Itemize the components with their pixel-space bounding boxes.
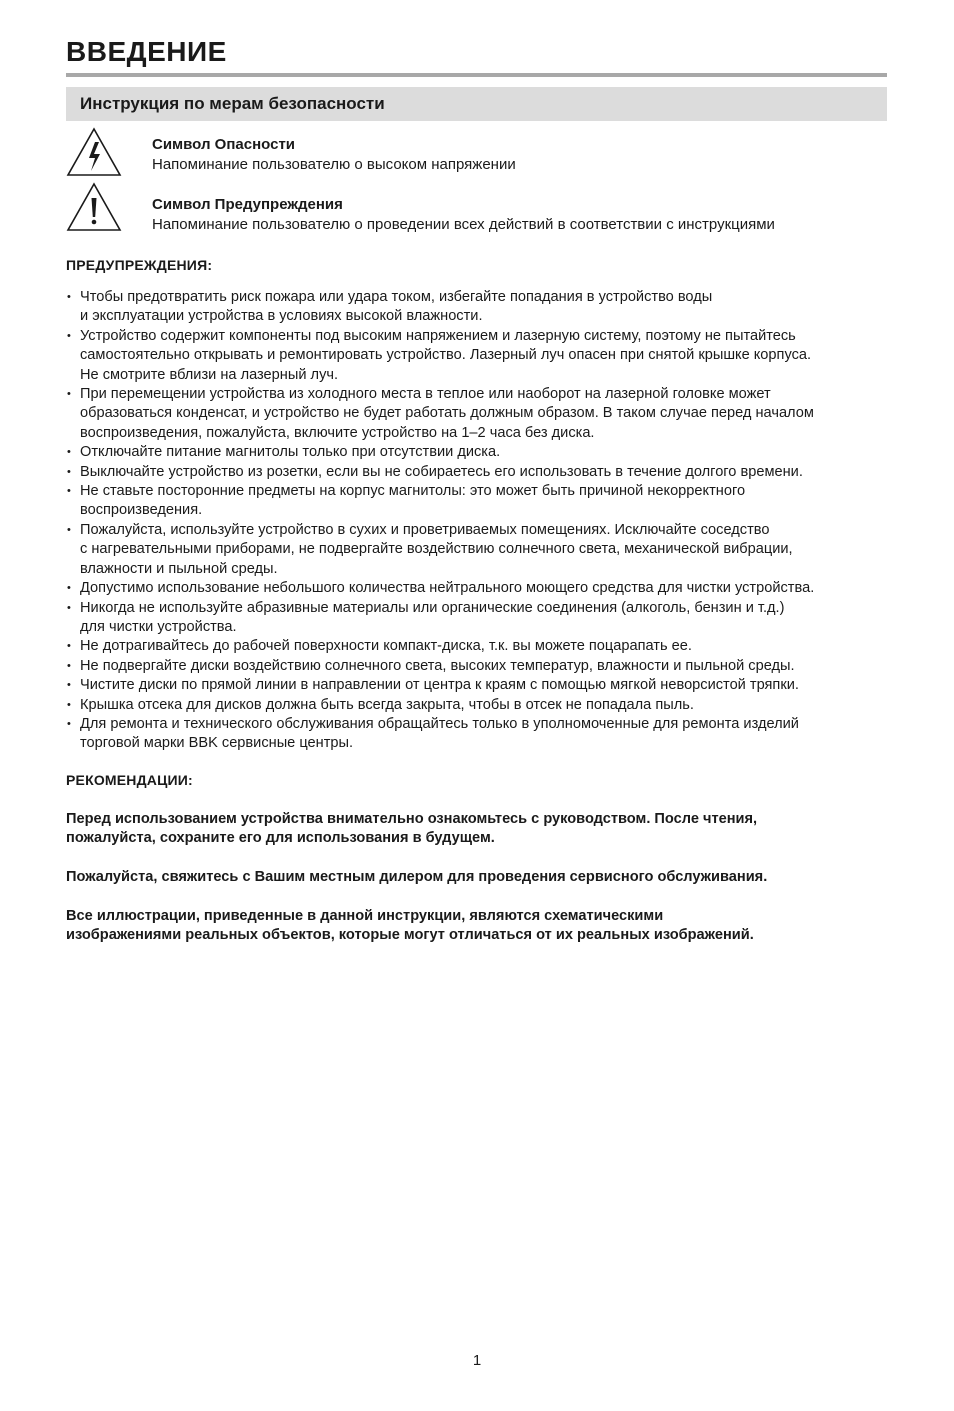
list-item: • Не подвергайте диски воздействию солнечного света, высоких температур, влажности и пыльной среды. <box>66 657 896 676</box>
list-item: • Устройство содержит компоненты под высоким напряжением и лазерную систему, поэтому не пытайтесь самостоятельно открывать и ремонтировать устройство. Лазерный луч опасен при снятой крышке корпуса. Не смотрите вблизи на лазерный луч. <box>66 327 896 385</box>
list-item: • Выключайте устройство из розетки, если вы не собираетесь его использовать в течение долгого времени. <box>66 463 896 482</box>
warning-symbol-title: Символ Предупреждения <box>152 196 343 213</box>
page-number: 1 <box>472 1352 482 1369</box>
title-divider <box>66 73 887 77</box>
recommendation-paragraph: Перед использованием устройства внимательно ознакомьтесь с руководством. После чтения, пожалуйста, сохраните его для использования в будущем. <box>66 811 758 847</box>
danger-symbol-title: Символ Опасности <box>152 136 296 153</box>
lightning-triangle-icon <box>66 127 122 177</box>
section-header: Инструкция по мерам безопасности <box>66 87 887 121</box>
list-item: • Отключайте питание магнитолы только при отсутствии диска. <box>66 443 896 462</box>
warnings-list <box>66 288 896 754</box>
page-title: ВВЕДЕНИЕ <box>66 36 227 67</box>
list-item: • Чтобы предотвратить риск пожара или удара током, избегайте попадания в устройство воды и эксплуатации устройства в условиях высокой влажности. <box>66 288 896 327</box>
list-item: • Не ставьте посторонние предметы на корпус магнитолы: это может быть причиной некорректного воспроизведения. <box>66 482 896 521</box>
warning-symbol-description: Напоминание пользователю о проведении всех действий в соответствии с инструкциями <box>152 216 775 233</box>
list-item: • Не дотрагивайтесь до рабочей поверхности компакт-диска, т.к. вы можете поцарапать ее. <box>66 637 896 656</box>
list-item: • Никогда не используйте абразивные материалы или органические соединения (алкоголь, бензин и т.д.) для чистки устройства. <box>66 599 896 638</box>
exclamation-triangle-icon <box>66 182 122 232</box>
list-item: • Чистите диски по прямой линии в направлении от центра к краям с помощью мягкой неворсистой тряпки. <box>66 676 896 695</box>
warnings-heading: ПРЕДУПРЕЖДЕНИЯ: <box>66 257 213 273</box>
recommendation-paragraph: Пожалуйста, свяжитесь с Вашим местным дилером для проведения сервисного обслуживания. <box>66 869 768 885</box>
list-item: • При перемещении устройства из холодного места в теплое или наоборот на лазерной головке может образоваться конденсат, и устройство не будет работать должным образом. В таком случае перед началом воспроизведения, пожалуйста, включите устройство на 1–2 часа без диска. <box>66 385 896 443</box>
list-item: • Крышка отсека для дисков должна быть всегда закрыта, чтобы в отсек не попадала пыль. <box>66 696 896 715</box>
list-item: • Для ремонта и технического обслуживания обращайтесь только в уполномоченные для ремонта изделий торговой марки BBK сервисные центры. <box>66 715 896 754</box>
recommendation-paragraph: Все иллюстрации, приведенные в данной инструкции, являются схематическими изображениями реальных объектов, которые могут отличаться от их реальных изображений. <box>66 908 754 944</box>
list-item: • Пожалуйста, используйте устройство в сухих и проветриваемых помещениях. Исключайте соседство с нагревательными приборами, не подвергайте воздействию солнечного света, механической вибрации, влажности и пыльной среды. <box>66 521 896 579</box>
recommendations-heading: РЕКОМЕНДАЦИИ: <box>66 772 193 788</box>
danger-symbol-description: Напоминание пользователю о высоком напряжении <box>152 156 516 173</box>
list-item: • Допустимо использование небольшого количества нейтрального моющего средства для чистки устройства. <box>66 579 896 598</box>
